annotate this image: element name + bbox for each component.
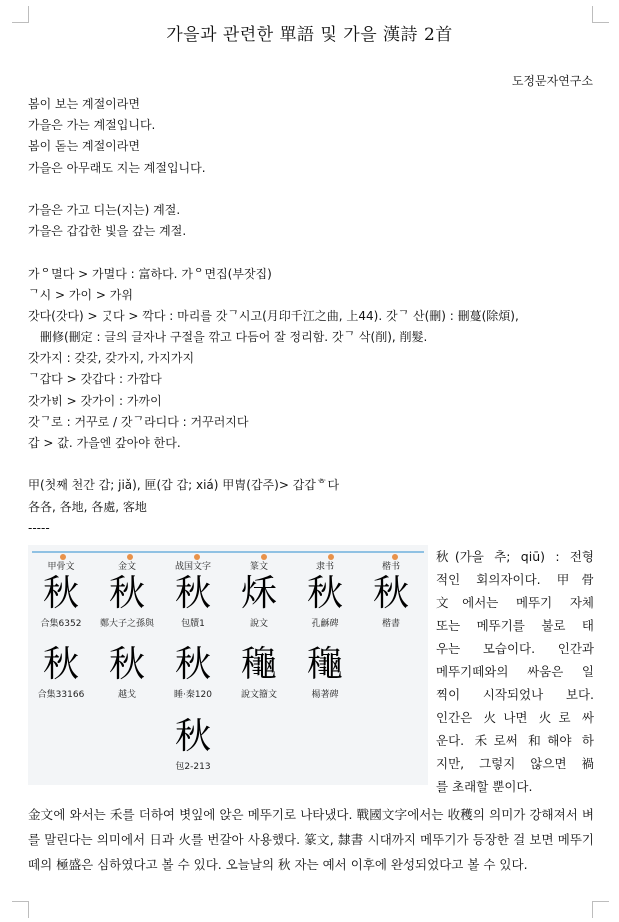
text-line: ᄀ시 > 가이 > 가위 — [28, 287, 133, 302]
glyph-source-label: 說文 — [249, 619, 268, 629]
author-name: 도정문자연구소 — [511, 74, 593, 88]
text-line: 가을은 갑갑한 빛을 갚는 계절. — [28, 224, 187, 239]
side-line: 를 초래할 뿐이다. — [436, 779, 533, 794]
char-glyph: 秌 — [240, 573, 277, 614]
script-header: 楷书 — [381, 562, 400, 572]
glyph-source-label: 睡·秦120 — [173, 690, 213, 700]
char-glyph: 秋 — [108, 644, 145, 685]
page-corner-mark — [12, 901, 29, 918]
side-line: 文에서는 메뚜기 자체 — [436, 595, 594, 610]
script-header: 甲骨文 — [47, 562, 75, 572]
script-header: 战国文字 — [174, 562, 211, 572]
figure-cell — [160, 715, 226, 772]
bottom-paragraph: 金文에 와서는 禾를 더하여 볏잎에 앉은 메뚜기로 나타냈다. 戰國文字에서는 收穫의 의미가 강해져서 벼를 말린다는 의미에서 日과 火를 번갈아 사용했다. 篆文, 隸書 시대까지 메뚜기가 등장한 걸 보면 메뚜기떼의 極盛은 심하였다고 볼 수 있다. 오늘날의 秋 자는 예서 이후에 완성되었다고 볼 수 있다. — [28, 807, 594, 872]
side-line: 인간은 火나면 火로 싸 — [436, 710, 594, 725]
text-line: 봄이 돋는 계절이라면 — [28, 139, 140, 154]
char-glyph: 秋 — [42, 573, 79, 614]
glyph-source-label: 合集6352 — [40, 619, 82, 629]
glyph-source-label: 孔龢碑 — [311, 619, 339, 629]
timeline-bar — [32, 551, 424, 553]
figure-column — [160, 559, 226, 629]
text-line: 갑 > 값. 가을엔 갚아야 한다. — [28, 436, 181, 450]
character-evolution-figure — [28, 545, 428, 785]
char-glyph: 秋 — [306, 573, 343, 614]
figure-cell — [160, 643, 226, 700]
figure-column — [28, 559, 94, 629]
side-line: 찍이 시작되었나 보다. — [436, 687, 594, 702]
figure-column — [292, 559, 358, 629]
glyph-source-label: 包2-213 — [175, 762, 211, 772]
text-line: 甲(첫째 천간 갑; jiǎ), 匣(갑 갑; xiá) 甲冑(갑주)> 갑갑ᄒ다 — [28, 478, 340, 493]
char-glyph: 秋 — [174, 644, 211, 685]
char-glyph: 秋 — [174, 716, 211, 757]
figure-cell — [292, 643, 358, 700]
glyph-source-label: 包牘1 — [181, 619, 205, 629]
side-line: 메뚜기떼와의 싸움은 일 — [436, 664, 594, 679]
script-header: 篆文 — [249, 562, 268, 572]
glyph-source-label: 楊著碑 — [311, 690, 339, 700]
text-line: 가을은 아무래도 지는 계절입니다. — [28, 160, 206, 175]
char-glyph: 秋 — [42, 644, 79, 685]
text-line: 갓ᄀ로 : 거꾸로 / 갓ᄀ라디다 : 거꾸러지다 — [28, 414, 249, 429]
glyph-source-label: 合集33166 — [37, 690, 85, 700]
figure-cell — [94, 643, 160, 700]
char-glyph: 龝 — [306, 644, 343, 685]
script-header: 隶书 — [315, 562, 334, 572]
text-line — [28, 242, 594, 263]
figure-column — [358, 559, 424, 629]
text-line — [28, 454, 594, 475]
text-line: 가을은 가고 디는(지는) 계절. — [28, 202, 181, 217]
text-line: ----- — [28, 520, 50, 535]
side-line: 운다. 禾로써 和해야 하 — [436, 733, 594, 748]
side-line: 또는 메뚜기를 불로 태 — [436, 618, 594, 633]
char-glyph: 秋 — [108, 573, 145, 614]
text-line: 갓가ᄫᅵ > 갓가이 : 가까이 — [28, 393, 162, 408]
glyph-source-label: 越戈 — [117, 690, 136, 700]
text-line — [28, 179, 594, 200]
char-glyph: 龝 — [240, 644, 277, 685]
text-line: 刪修(刪定 : 글의 글자나 구절을 깎고 다듬어 잘 정리함. 갓ᄀ 삭(削), 削髮. — [40, 330, 428, 345]
text-line: 가ᄋ멸다 > 가멸다 : 富하다. 가ᄋ면집(부잣집) — [28, 266, 272, 281]
char-glyph: 秋 — [174, 573, 211, 614]
glyph-source-label: 說文籀文 — [240, 690, 277, 700]
side-line: 秋(가을 추; qiū) : 전형 — [436, 549, 594, 564]
text-line: 갓가지 : 갖갖, 갖가지, 가지가지 — [28, 351, 195, 366]
script-header: 金文 — [117, 562, 136, 572]
figure-column — [94, 559, 160, 629]
document-title: 가을과 관련한 單語 및 가을 漢詩 2首 — [166, 25, 453, 45]
glyph-source-label: 楷書 — [381, 619, 400, 629]
text-line: 갓다(갓다) > ᄀᆞᆺ다 > 깍다 : 마리를 갓ᄀ시고(月印千江之曲, 上44). 갓ᄀ 산(刪) : 刪蔓(除煩), — [28, 308, 519, 323]
text-line: ᄀ갑다 > 갓갑다 : 가깝다 — [28, 372, 162, 387]
text-line: 봄이 보는 계절이라면 — [28, 97, 140, 111]
side-line: 지만, 그렇지 않으면 禍 — [436, 756, 594, 771]
side-line: 우는 모습이다. 인간과 — [436, 641, 594, 656]
char-glyph: 秋 — [372, 573, 409, 614]
page-corner-mark — [592, 901, 609, 918]
side-line: 적인 회의자이다. 甲骨 — [436, 572, 594, 587]
text-line: 가을은 가는 계절입니다. — [28, 118, 156, 133]
body-text — [28, 94, 594, 539]
side-paragraph — [436, 545, 594, 798]
figure-cell — [28, 643, 94, 700]
figure-column — [226, 559, 292, 629]
text-line: 各各, 各地, 各處, 客地 — [28, 499, 147, 514]
glyph-source-label: 鄭大子之孫與 — [99, 619, 154, 629]
figure-cell — [226, 643, 292, 700]
